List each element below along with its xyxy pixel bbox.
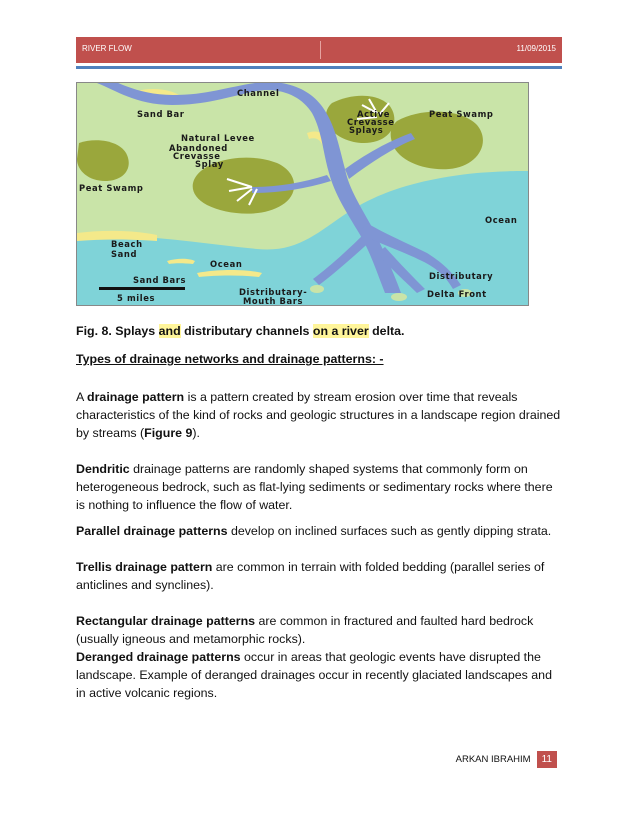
page-number: 11 (537, 751, 557, 768)
caption-highlight-and: and (158, 324, 181, 338)
paragraph-parallel: Parallel drainage patterns develop on inclined surfaces such as gently dipping strata. (76, 524, 552, 538)
footer-author: ARKAN IBRAHIM (455, 754, 531, 765)
label-beach: Beach (111, 239, 143, 249)
label-splay: Splay (195, 159, 224, 169)
scale-bar (99, 287, 185, 290)
label-delta-front: Delta Front (427, 289, 487, 299)
header-title: RIVER FLOW (82, 44, 132, 53)
label-peat-swamp-right: Peat Swamp (429, 109, 494, 119)
label-natural-levee: Natural Levee (181, 133, 255, 143)
delta-diagram-svg (77, 83, 528, 305)
page-content (76, 322, 562, 702)
caption-mid: distributary channels (180, 324, 313, 338)
label-ocean-mid: Ocean (210, 259, 243, 269)
figure-caption (76, 322, 562, 340)
label-distributary-dash: Distributary- (239, 287, 308, 297)
mouth-bar-1 (310, 285, 324, 293)
label-crevasse: Crevasse (347, 117, 395, 127)
label-peat-swamp-left: Peat Swamp (79, 183, 144, 193)
paragraph-rectangular: Rectangular drainage patterns are common in fractured and faulted hard bedrock (usually igneous and metamorphic rocks). (76, 614, 534, 646)
label-active: Active (357, 109, 391, 119)
paragraph-deranged: Deranged drainage patterns occur in areas that geologic events have disrupted the landscape. Example of deranged drainages occur in recently glaciated landscapes and in active volcanic regions. (76, 650, 552, 700)
caption-suffix: delta. (368, 324, 405, 338)
mouth-bar-2 (391, 293, 407, 301)
page-header (76, 37, 562, 63)
label-distributary: Distributary (429, 271, 494, 281)
paragraph-trellis: Trellis drainage pattern are common in terrain with folded bedding (parallel series of anticlines and synclines). (76, 560, 545, 592)
label-sand: Sand (111, 249, 138, 259)
label-sand-bars: Sand Bars (133, 275, 187, 285)
header-divider (320, 41, 321, 59)
page-footer (456, 751, 557, 768)
label-splays: Splays (349, 125, 384, 135)
paragraph-drainage-pattern: A drainage pattern is a pattern created by stream erosion over time that reveals characteristics of the kind of rocks and geologic structures in a landscape region drained by streams (Figure 9). (76, 390, 561, 440)
label-channel: Channel (237, 88, 280, 98)
delta-diagram (76, 82, 529, 306)
paragraph-dendritic: Dendritic drainage patterns are randomly shaped systems that commonly form on heterogeneous bedrock, such as flat-lying sediments or sedimentary rocks where there is nothing to influence the flow of water. (76, 462, 553, 512)
caption-prefix: Fig. 8. Splays (76, 324, 159, 338)
label-sand-bar: Sand Bar (137, 109, 185, 119)
header-rule (76, 66, 562, 69)
label-mouth-bars: Mouth Bars (243, 296, 304, 305)
section-heading: Types of drainage networks and drainage patterns: - (76, 352, 384, 366)
label-five-miles: 5 miles (117, 293, 156, 303)
label-crevasse-2: Crevasse (173, 151, 221, 161)
caption-highlight-river: on a river (312, 324, 369, 338)
header-date: 11/09/2015 (516, 44, 556, 53)
label-ocean-right: Ocean (485, 215, 518, 225)
label-abandoned: Abandoned (169, 143, 228, 153)
